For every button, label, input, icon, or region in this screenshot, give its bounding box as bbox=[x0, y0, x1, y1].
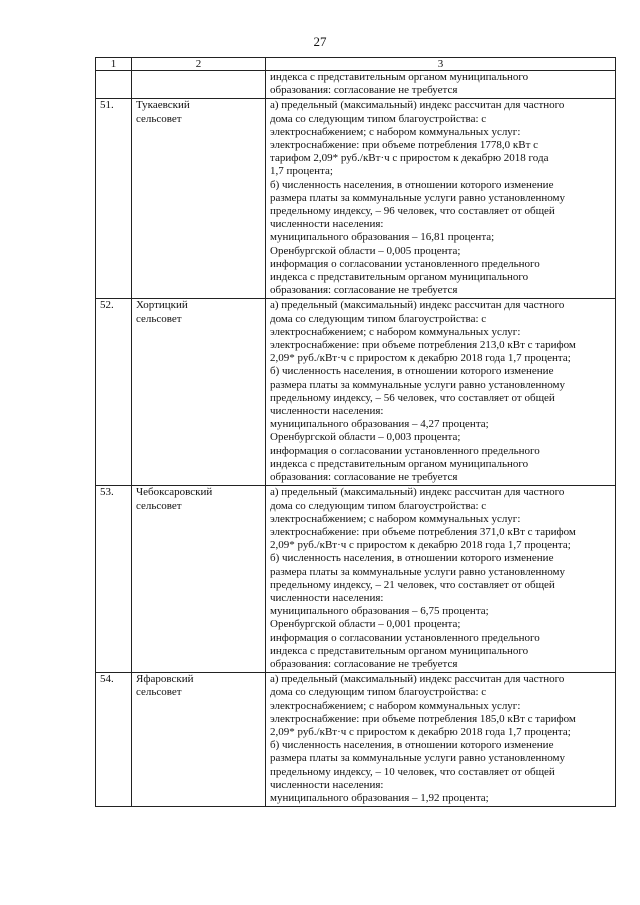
description-line: муниципального образования – 1,92 процента; bbox=[270, 791, 489, 804]
description-line: дома со следующим типом благоустройства: с bbox=[270, 312, 487, 325]
description-line: численности населения: bbox=[270, 591, 384, 604]
description-line: предельному индексу, – 10 человек, что составляет от общей bbox=[270, 765, 555, 778]
description-line: муниципального образования – 4,27 процента; bbox=[270, 418, 489, 431]
table-header-row bbox=[96, 58, 616, 71]
row-number bbox=[96, 71, 132, 99]
table-row bbox=[96, 673, 616, 807]
row-number: 53. bbox=[96, 486, 132, 673]
description-line: электроснабжение: при объеме потребления 371,0 кВт с тарифом bbox=[270, 525, 576, 538]
description-line: дома со следующим типом благоустройства: с bbox=[270, 686, 487, 699]
description-line: индекса с представительным органом муниципального bbox=[270, 271, 529, 284]
description-line: а) предельный (максимальный) индекс рассчитан для частного bbox=[270, 99, 565, 112]
table-row bbox=[96, 71, 616, 99]
description-line: б) численность населения, в отношении которого изменение bbox=[270, 552, 554, 565]
description-line: Оренбургской области – 0,001 процента; bbox=[270, 618, 461, 631]
description-line: 1,7 процента; bbox=[270, 165, 333, 178]
description-line: а) предельный (максимальный) индекс рассчитан для частного bbox=[270, 673, 565, 686]
municipality-name bbox=[132, 486, 266, 673]
table-row bbox=[96, 99, 616, 299]
index-description bbox=[266, 299, 616, 486]
municipality-name-line: Яфаровский bbox=[136, 673, 194, 686]
description-line: тарифом 2,09* руб./кВт·ч с приростом к декабрю 2018 года bbox=[270, 152, 549, 165]
description-line: муниципального образования – 6,75 процента; bbox=[270, 605, 489, 618]
table-row bbox=[96, 299, 616, 486]
column-header-municipality: 2 bbox=[132, 58, 266, 71]
row-number: 52. bbox=[96, 299, 132, 486]
municipality-name-line: Хортицкий bbox=[136, 299, 188, 312]
description-line: численности населения: bbox=[270, 218, 384, 231]
description-line: образования: согласование не требуется bbox=[270, 284, 458, 297]
municipality-name bbox=[132, 299, 266, 486]
description-line: размера платы за коммунальные услуги равно установленному bbox=[270, 565, 565, 578]
municipality-name-line: Чебоксаровский bbox=[136, 486, 213, 499]
municipality-name-line: сельсовет bbox=[136, 499, 182, 512]
municipality-name bbox=[132, 99, 266, 299]
description-line: численности населения: bbox=[270, 778, 384, 791]
index-description bbox=[266, 673, 616, 807]
limit-index-table bbox=[95, 57, 616, 807]
description-line: б) численность населения, в отношении которого изменение bbox=[270, 365, 554, 378]
municipality-name-line: сельсовет bbox=[136, 112, 182, 125]
municipality-name bbox=[132, 673, 266, 807]
description-line: индекса с представительным органом муниципального bbox=[270, 71, 529, 83]
index-description bbox=[266, 99, 616, 299]
description-line: дома со следующим типом благоустройства: с bbox=[270, 112, 487, 125]
description-line: информация о согласовании установленного предельного bbox=[270, 257, 540, 270]
description-line: индекса с представительным органом муниципального bbox=[270, 457, 529, 470]
index-description bbox=[266, 486, 616, 673]
description-line: информация о согласовании установленного предельного bbox=[270, 444, 540, 457]
description-line: образования: согласование не требуется bbox=[270, 657, 458, 670]
description-line: образования: согласование не требуется bbox=[270, 471, 458, 484]
description-line: образования: согласование не требуется bbox=[270, 84, 458, 97]
description-line: численности населения: bbox=[270, 405, 384, 418]
description-line: дома со следующим типом благоустройства: с bbox=[270, 499, 487, 512]
description-line: электроснабжение: при объеме потребления 1778,0 кВт с bbox=[270, 139, 539, 152]
description-line: электроснабжение: при объеме потребления 213,0 кВт с тарифом bbox=[270, 339, 576, 352]
description-line: 2,09* руб./кВт·ч с приростом к декабрю 2018 года 1,7 процента; bbox=[270, 725, 571, 738]
description-line: 2,09* руб./кВт·ч с приростом к декабрю 2018 года 1,7 процента; bbox=[270, 352, 571, 365]
row-number: 51. bbox=[96, 99, 132, 299]
column-header-number: 1 bbox=[96, 58, 132, 71]
description-line: электроснабжением; с набором коммунальных услуг: bbox=[270, 125, 521, 138]
index-description bbox=[266, 71, 616, 99]
description-line: размера платы за коммунальные услуги равно установленному bbox=[270, 378, 565, 391]
table-body bbox=[96, 71, 616, 807]
description-line: муниципального образования – 16,81 процента; bbox=[270, 231, 495, 244]
table-row bbox=[96, 486, 616, 673]
description-line: 2,09* руб./кВт·ч с приростом к декабрю 2018 года 1,7 процента; bbox=[270, 539, 571, 552]
description-line: б) численность населения, в отношении которого изменение bbox=[270, 739, 554, 752]
description-line: а) предельный (максимальный) индекс рассчитан для частного bbox=[270, 299, 565, 312]
description-line: предельному индексу, – 56 человек, что составляет от общей bbox=[270, 391, 555, 404]
description-line: индекса с представительным органом муниципального bbox=[270, 644, 529, 657]
page-number: 27 bbox=[313, 34, 327, 49]
description-line: электроснабжением; с набором коммунальных услуг: bbox=[270, 325, 521, 338]
row-number: 54. bbox=[96, 673, 132, 807]
description-line: предельному индексу, – 96 человек, что составляет от общей bbox=[270, 205, 555, 218]
description-line: электроснабжение: при объеме потребления 185,0 кВт с тарифом bbox=[270, 712, 576, 725]
description-line: Оренбургской области – 0,005 процента; bbox=[270, 244, 461, 257]
municipality-name-line: сельсовет bbox=[136, 312, 182, 325]
municipality-name-line: сельсовет bbox=[136, 686, 182, 699]
description-line: б) численность населения, в отношении которого изменение bbox=[270, 178, 554, 191]
description-line: Оренбургской области – 0,003 процента; bbox=[270, 431, 461, 444]
description-line: информация о согласовании установленного предельного bbox=[270, 631, 540, 644]
description-line: электроснабжением; с набором коммунальных услуг: bbox=[270, 512, 521, 525]
description-line: размера платы за коммунальные услуги равно установленному bbox=[270, 191, 565, 204]
column-header-description: 3 bbox=[266, 58, 616, 71]
municipality-name bbox=[132, 71, 266, 99]
municipality-name-line: Тукаевский bbox=[136, 99, 190, 112]
description-line: а) предельный (максимальный) индекс рассчитан для частного bbox=[270, 486, 565, 499]
description-line: электроснабжением; с набором коммунальных услуг: bbox=[270, 699, 521, 712]
description-line: размера платы за коммунальные услуги равно установленному bbox=[270, 752, 565, 765]
description-line: предельному индексу, – 21 человек, что составляет от общей bbox=[270, 578, 555, 591]
